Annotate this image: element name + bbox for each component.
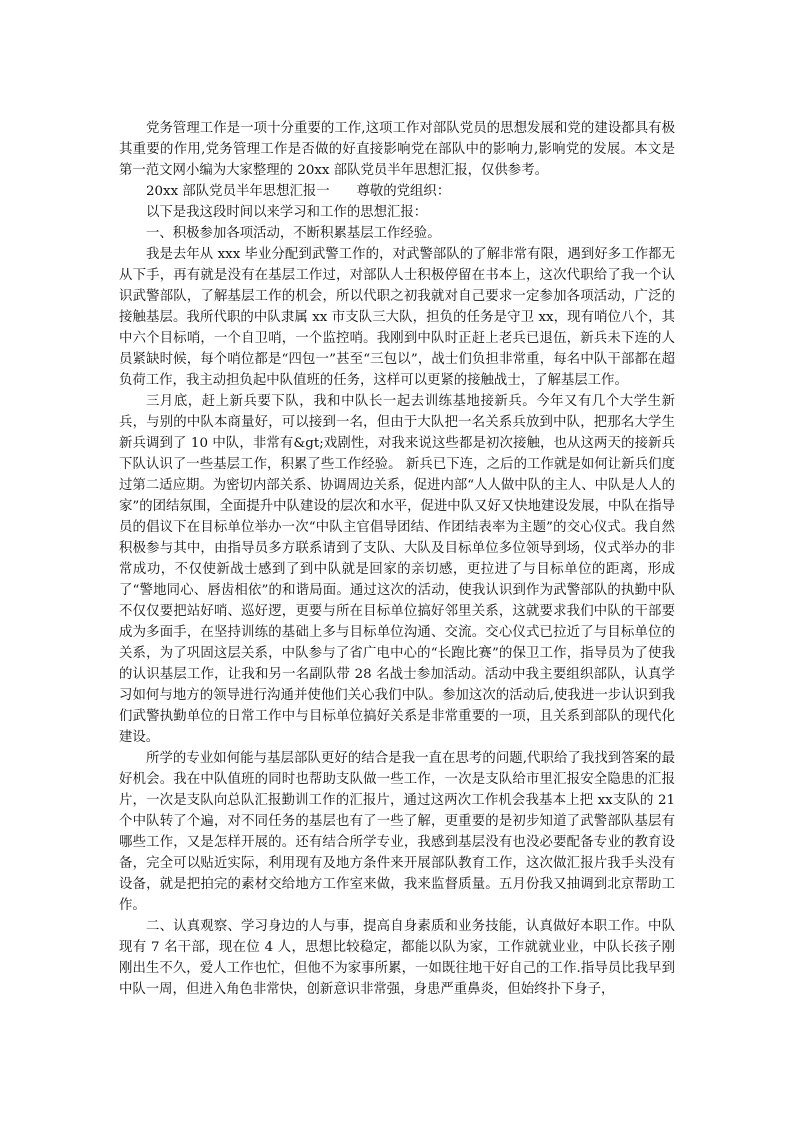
body-paragraph-1: 我是去年从 xxx 毕业分配到武警工作的，对武警部队的了解非常有限，遇到好多工作都无从下手，再有就是没有在基层工作过，对部队人士积极停留在书本上，这次代职给了我一个认识武警部队，了解基层工作的机会，所以代职之初我就对自己要求一定参加各项活动，广泛的接触基层。我所代职的中队隶属 xx 市支队三大队，担负的任务是守卫 xx，现有哨位八个，其中六个目标哨，一个自卫哨，一个监控哨。我刚到中队时正赶上老兵已退伍，新兵未下连的人员紧缺时候，每个哨位都是“四包一”甚至“三包以”，战士们负担非常重，每名中队干部都在超负荷工作，我主动担负起中队值班的任务，这样可以更紧的接触战士，了解基层工作。	[119, 247, 675, 388]
report-title-line: 20xx 部队党员半年思想汇报一 尊敬的党组织：	[146, 184, 451, 199]
body-paragraph-2: 三月底，赶上新兵要下队，我和中队长一起去训练基地接新兵。今年又有几个大学生新兵，与别的中队本商量好，可以接到一名，但由于大队把一名关系兵放到中队，把那名大学生新兵调到了 10 中队，非常有&gt;戏剧性，对我来说这些都是初次接触，也从这两天的接新兵下队认识了一些基层工作，积累了些工作经验。 新兵已下连，之后的工作就是如何让新兵们度过第二适应期。为密切内部关系、协调周边关系，促进内部“人人做中队的主人、中队是人人的家”的团结氛围，全面提升中队建设的层次和水平，促进中队又好又快地建设发展，中队在指导员的倡议下在目标单位举办一次“中队主官倡导团结、作团结表率为主题”的交心仪式。我自然积极参与其中，由指导员多方联系请到了支队、大队及目标单位多位领导到场，仪式举办的非常成功，不仅使新战士感到了到中队就是回家的亲切感，更拉进了与目标单位的距离，形成了“警地同心、唇齿相依”的和谐局面。通过这次的活动，使我认识到作为武警部队的执勤中队不仅仅要把站好哨、巡好逻，更要与所在目标单位搞好邻里关系，这就要求我们中队的干部要成为多面手，在坚持训练的基础上多与目标单位沟通、交流。交心仪式已拉近了与目标单位的关系，为了巩固这层关系，中队参与了省广电中心的“长跑比赛”的保卫工作，指导员为了使我的认识基层工作，让我和另一名副队带 28 名战士参加活动。活动中我主要组织部队，认真学习如何与地方的领导进行沟通并使他们关心我们中队。参加这次的活动后,使我进一步认识到我们武警执勤单位的日常工作中与目标单位搞好关系是非常重要的一项，且关系到部队的现代化建设。	[119, 394, 675, 745]
intro-paragraph: 党务管理工作是一项十分重要的工作,这项工作对部队党员的思想发展和党的建设都具有极其重要的作用,党务管理工作是否做的好直接影响党在部队中的影响力,影响党的发展。本文是第一范文网小编为大家整理的 20xx 部队党员半年思想汇报，仅供参考。	[119, 121, 675, 178]
section-heading-2-paragraph: 二、认真观察、学习身边的人与事，提高自身素质和业务技能，认真做好本职工作。中队现有 7 名干部，现在位 4 人，思想比较稳定，都能以队为家，工作就就业业，中队长孩子刚刚出生不久，爱人工作也忙，但他不为家事所累，一如既往地干好自己的工作.指导员比我早到中队一周，但进入角色非常快，创新意识非常强，身患严重鼻炎，但始终扑下身子，	[119, 919, 675, 997]
document-body	[119, 118, 675, 1000]
body-paragraph-3: 所学的专业如何能与基层部队更好的结合是我一直在思考的问题,代职给了我找到答案的最好机会。我在中队值班的同时也帮助支队做一些工作，一次是支队给市里汇报安全隐患的汇报片，一次是支队向总队汇报勤训工作的汇报片，通过这两次工作机会我基本上把 xx支队的 21 个中队转了个遍，对不同任务的基层也有了一些了解，更重要的是初步知道了武警部队基层有哪些工作，又是怎样开展的。还有结合所学专业，我感到基层没有也没必要配备专业的教育设备，完全可以贴近实际，利用现有及地方条件来开展部队教育工作，这次做汇报片我手头没有设备，就是把拍完的素材交给地方工作室来做，我来监督质量。五月份我又抽调到北京帮助工作。	[119, 751, 675, 913]
opening-line: 以下是我这段时间以来学习和工作的思想汇报：	[146, 205, 428, 220]
section-heading-1: 一、积极参加各项活动，不断积累基层工作经验。	[146, 226, 441, 241]
